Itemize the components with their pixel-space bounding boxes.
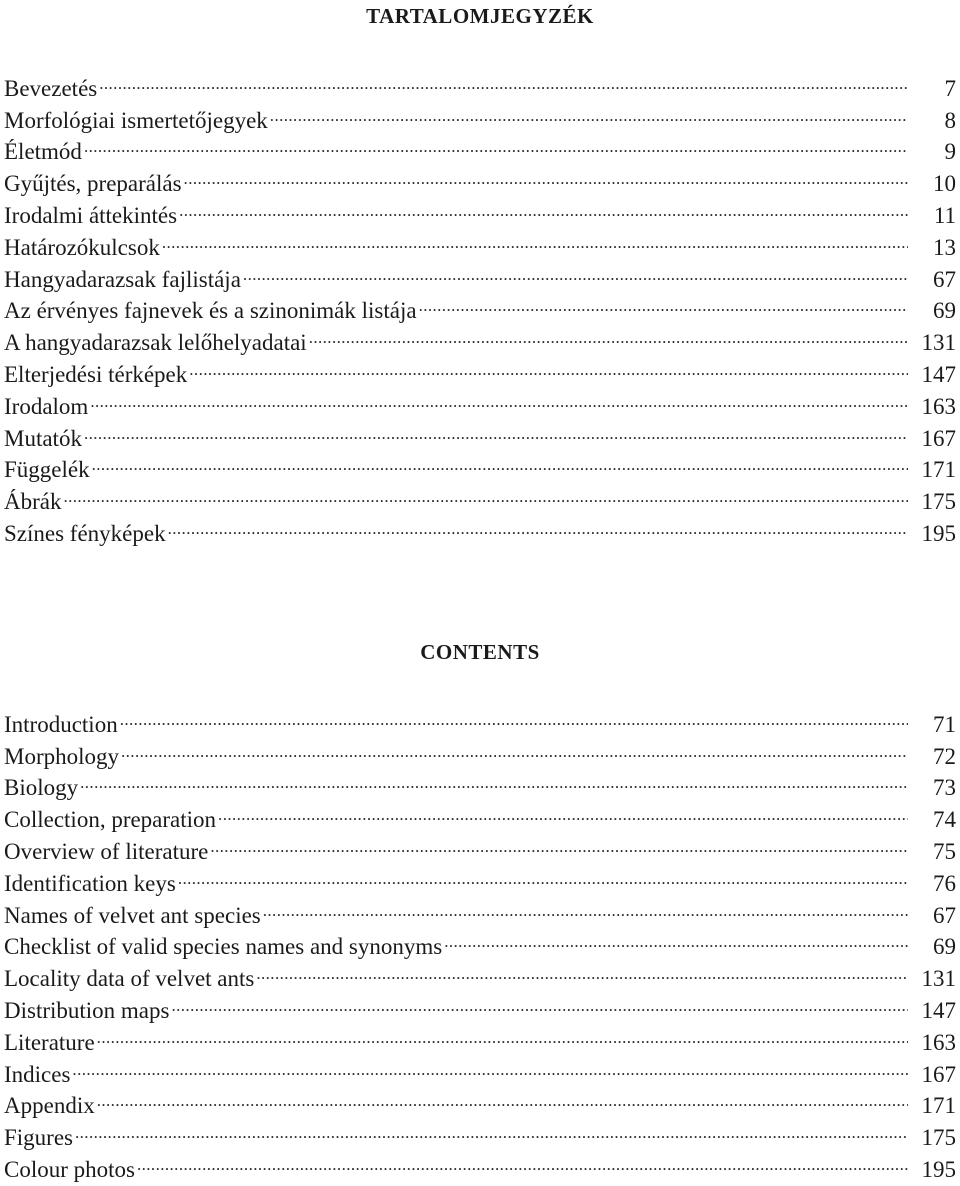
toc-entry — [4, 64, 956, 101]
toc-entry-page-number: 8 — [944, 107, 956, 133]
dot-leader — [80, 764, 908, 796]
toc-entry — [4, 96, 956, 133]
dot-leader — [92, 446, 908, 478]
toc-entry-label: Határozókulcsok — [4, 234, 160, 260]
toc-entry-page-number: 175 — [921, 1125, 956, 1151]
dot-leader — [97, 1018, 908, 1050]
dot-leader — [243, 255, 908, 287]
toc-entry-label: Overview of literature — [4, 838, 209, 864]
toc-entry — [4, 1145, 956, 1182]
hungarian-toc-list — [4, 64, 956, 546]
toc-entry-page-number: 69 — [933, 298, 956, 324]
dot-leader — [419, 287, 908, 319]
dot-leader — [270, 96, 908, 128]
toc-entry-label: Collection, preparation — [4, 807, 217, 833]
toc-entry-label: Életmód — [4, 139, 82, 165]
toc-entry-page-number: 131 — [921, 966, 956, 992]
toc-entry-label: A hangyadarazsak lelőhelyadatai — [4, 330, 307, 356]
toc-entry — [4, 382, 956, 419]
hungarian-toc-title: TARTALOMJEGYZÉK — [366, 4, 594, 28]
toc-entry-label: Morphology — [4, 743, 119, 769]
toc-entry — [4, 1018, 956, 1055]
toc-entry-label: Elterjedési térképek — [4, 361, 188, 387]
toc-entry — [4, 795, 956, 833]
toc-entry-page-number: 167 — [921, 425, 956, 451]
toc-entry-page-number: 71 — [933, 711, 956, 737]
toc-entry-page-number: 163 — [921, 1029, 956, 1055]
toc-entry-page-number: 76 — [933, 870, 956, 896]
dot-leader — [97, 1082, 908, 1114]
toc-entry — [4, 509, 956, 546]
toc-entry-label: Morfológiai ismertetőjegyek — [4, 107, 268, 133]
toc-entry-page-number: 74 — [933, 807, 956, 833]
toc-entry — [4, 128, 956, 165]
toc-entry-page-number: 171 — [921, 457, 956, 483]
toc-entry — [4, 1082, 956, 1119]
toc-entry — [4, 732, 956, 769]
dot-leader — [84, 128, 908, 160]
toc-entry-label: Literature — [4, 1029, 95, 1055]
dot-leader — [444, 923, 908, 955]
toc-entry-label: Names of velvet ant species — [4, 902, 261, 928]
toc-entry-label: Ábrák — [4, 489, 62, 515]
toc-entry — [4, 446, 956, 483]
dot-leader — [84, 414, 908, 446]
toc-entry-label: Colour photos — [4, 1156, 135, 1182]
toc-entry-page-number: 131 — [921, 330, 956, 356]
toc-entry-label: Appendix — [4, 1093, 95, 1119]
toc-entry — [4, 764, 956, 801]
toc-entry — [4, 1113, 956, 1151]
toc-entry-page-number: 7 — [944, 75, 956, 101]
toc-entry — [4, 414, 956, 451]
toc-entry — [4, 1050, 956, 1087]
dot-leader — [210, 827, 908, 859]
dot-leader — [179, 191, 908, 223]
dot-leader — [162, 223, 908, 255]
toc-entry-page-number: 75 — [933, 838, 956, 864]
dot-leader — [189, 350, 908, 382]
toc-entry — [4, 477, 956, 515]
toc-entry-label: Hangyadarazsak fajlistája — [4, 266, 241, 292]
dot-leader — [72, 1050, 908, 1082]
toc-entry-label: Checklist of valid species names and synonyms — [4, 934, 443, 960]
dot-leader — [90, 382, 908, 414]
toc-entry-label: Figures — [4, 1125, 73, 1151]
dot-leader — [309, 318, 908, 350]
toc-entry-page-number: 9 — [944, 139, 956, 165]
toc-entry-label: Bevezetés — [4, 75, 98, 101]
toc-entry-page-number: 147 — [921, 997, 956, 1023]
toc-entry-label: Az érvényes fajnevek és a szinonimák listája — [4, 298, 417, 324]
toc-entry-page-number: 13 — [933, 234, 956, 260]
toc-entry-page-number: 167 — [921, 1061, 956, 1087]
toc-entry — [4, 700, 956, 737]
toc-entry-label: Színes fényképek — [4, 520, 166, 546]
dot-leader — [120, 700, 908, 732]
dot-leader — [178, 859, 908, 891]
toc-entry-label: Mutatók — [4, 425, 82, 451]
dot-leader — [256, 954, 908, 986]
toc-entry-page-number: 72 — [933, 743, 956, 769]
toc-entry-label: Biology — [4, 775, 79, 801]
toc-entry-page-number: 171 — [921, 1093, 956, 1119]
dot-leader — [63, 477, 908, 509]
toc-entry-page-number: 195 — [921, 520, 956, 546]
dot-leader — [121, 732, 908, 764]
toc-entry-label: Függelék — [4, 457, 90, 483]
toc-entry-page-number: 175 — [921, 489, 956, 515]
dot-leader — [99, 64, 908, 96]
toc-entry-label: Irodalmi áttekintés — [4, 202, 178, 228]
toc-entry-page-number: 11 — [933, 202, 956, 228]
toc-entry-label: Identification keys — [4, 870, 176, 896]
toc-entry-label: Locality data of velvet ants — [4, 966, 255, 992]
dot-leader — [137, 1145, 908, 1177]
toc-entry-page-number: 195 — [921, 1156, 956, 1182]
toc-entry-label: Introduction — [4, 711, 118, 737]
dot-leader — [263, 891, 908, 923]
toc-entry-page-number: 163 — [921, 393, 956, 419]
toc-entry-page-number: 10 — [933, 171, 956, 197]
dot-leader — [75, 1113, 908, 1145]
toc-entry — [4, 159, 956, 197]
toc-entry-page-number: 69 — [933, 934, 956, 960]
toc-entry-label: Distribution maps — [4, 997, 170, 1023]
toc-entry-label: Irodalom — [4, 393, 89, 419]
english-toc-title: CONTENTS — [420, 640, 540, 664]
dot-leader — [218, 795, 908, 827]
toc-entry-page-number: 67 — [933, 902, 956, 928]
dot-leader — [184, 159, 908, 191]
toc-entry-label: Indices — [4, 1061, 71, 1087]
toc-entry-page-number: 147 — [921, 361, 956, 387]
toc-entry-label: Gyűjtés, preparálás — [4, 171, 182, 197]
english-toc-list — [4, 700, 956, 1182]
dot-leader — [171, 986, 908, 1018]
toc-entry-page-number: 67 — [933, 266, 956, 292]
toc-entry-page-number: 73 — [933, 775, 956, 801]
dot-leader — [168, 509, 908, 541]
